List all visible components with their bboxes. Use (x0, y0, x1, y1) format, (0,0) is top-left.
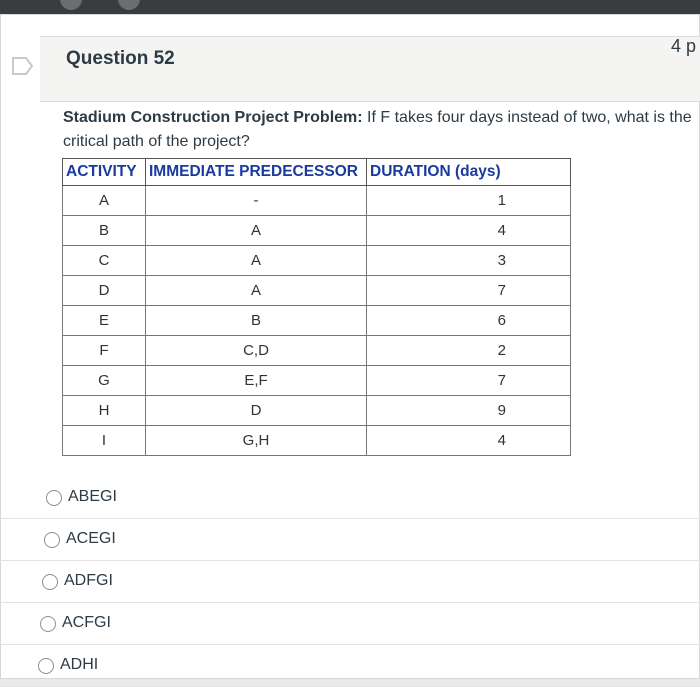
answer-option[interactable] (0, 644, 700, 687)
answer-option[interactable] (0, 602, 700, 645)
browser-top-strip (0, 0, 700, 14)
activity-cell: H (63, 396, 146, 426)
activity-cell: G (63, 366, 146, 396)
table-row (63, 216, 571, 246)
radio-button[interactable] (40, 616, 56, 632)
duration-cell: 4 (367, 426, 571, 456)
circle-icon (118, 0, 140, 10)
activity-cell: D (63, 276, 146, 306)
table-row (63, 276, 571, 306)
header-duration: DURATION (days) (367, 159, 571, 186)
duration-cell: 6 (367, 306, 571, 336)
answer-option[interactable] (0, 476, 700, 519)
duration-cell: 1 (367, 186, 571, 216)
prompt-bold: Stadium Construction Project Problem: (63, 109, 363, 126)
question-prompt (63, 106, 700, 154)
duration-cell: 2 (367, 336, 571, 366)
table-row (63, 366, 571, 396)
activity-cell: I (63, 426, 146, 456)
activity-cell: E (63, 306, 146, 336)
predecessor-cell: D (146, 396, 367, 426)
answer-option[interactable] (0, 560, 700, 603)
table-row (63, 246, 571, 276)
duration-cell: 9 (367, 396, 571, 426)
answer-label: ADFGI (64, 572, 113, 589)
table-row (63, 426, 571, 456)
activity-cell: F (63, 336, 146, 366)
duration-cell: 7 (367, 276, 571, 306)
predecessor-cell: C,D (146, 336, 367, 366)
predecessor-cell: E,F (146, 366, 367, 396)
answer-label: ADHI (60, 656, 99, 673)
answer-label: ABEGI (68, 488, 117, 505)
radio-button[interactable] (44, 532, 60, 548)
answer-label: ACEGI (66, 530, 116, 547)
prompt-text: If F takes four days instead of two, what is the critical path of the project? (63, 109, 692, 150)
flag-icon[interactable] (10, 54, 36, 78)
question-points: 4 p (670, 36, 696, 56)
table-row (63, 186, 571, 216)
activity-cell: A (63, 186, 146, 216)
activity-cell: B (63, 216, 146, 246)
question-card (0, 14, 700, 679)
answer-label: ACFGI (62, 614, 111, 631)
table-header-row (63, 159, 571, 186)
circle-icon (60, 0, 82, 10)
predecessor-cell: - (146, 186, 367, 216)
header-activity: ACTIVITY (63, 159, 146, 186)
radio-button[interactable] (38, 658, 54, 674)
predecessor-cell: A (146, 216, 367, 246)
predecessor-cell: B (146, 306, 367, 336)
predecessor-cell: A (146, 276, 367, 306)
radio-button[interactable] (46, 490, 62, 506)
table-row (63, 306, 571, 336)
predecessor-cell: A (146, 246, 367, 276)
radio-button[interactable] (42, 574, 58, 590)
question-title: Question 52 (66, 48, 175, 69)
header-predecessor: IMMEDIATE PREDECESSOR (146, 159, 367, 186)
duration-cell: 3 (367, 246, 571, 276)
duration-cell: 4 (367, 216, 571, 246)
table-row (63, 336, 571, 366)
activity-table (62, 158, 571, 456)
duration-cell: 7 (367, 366, 571, 396)
predecessor-cell: G,H (146, 426, 367, 456)
table-row (63, 396, 571, 426)
answer-option[interactable] (0, 518, 700, 561)
activity-cell: C (63, 246, 146, 276)
